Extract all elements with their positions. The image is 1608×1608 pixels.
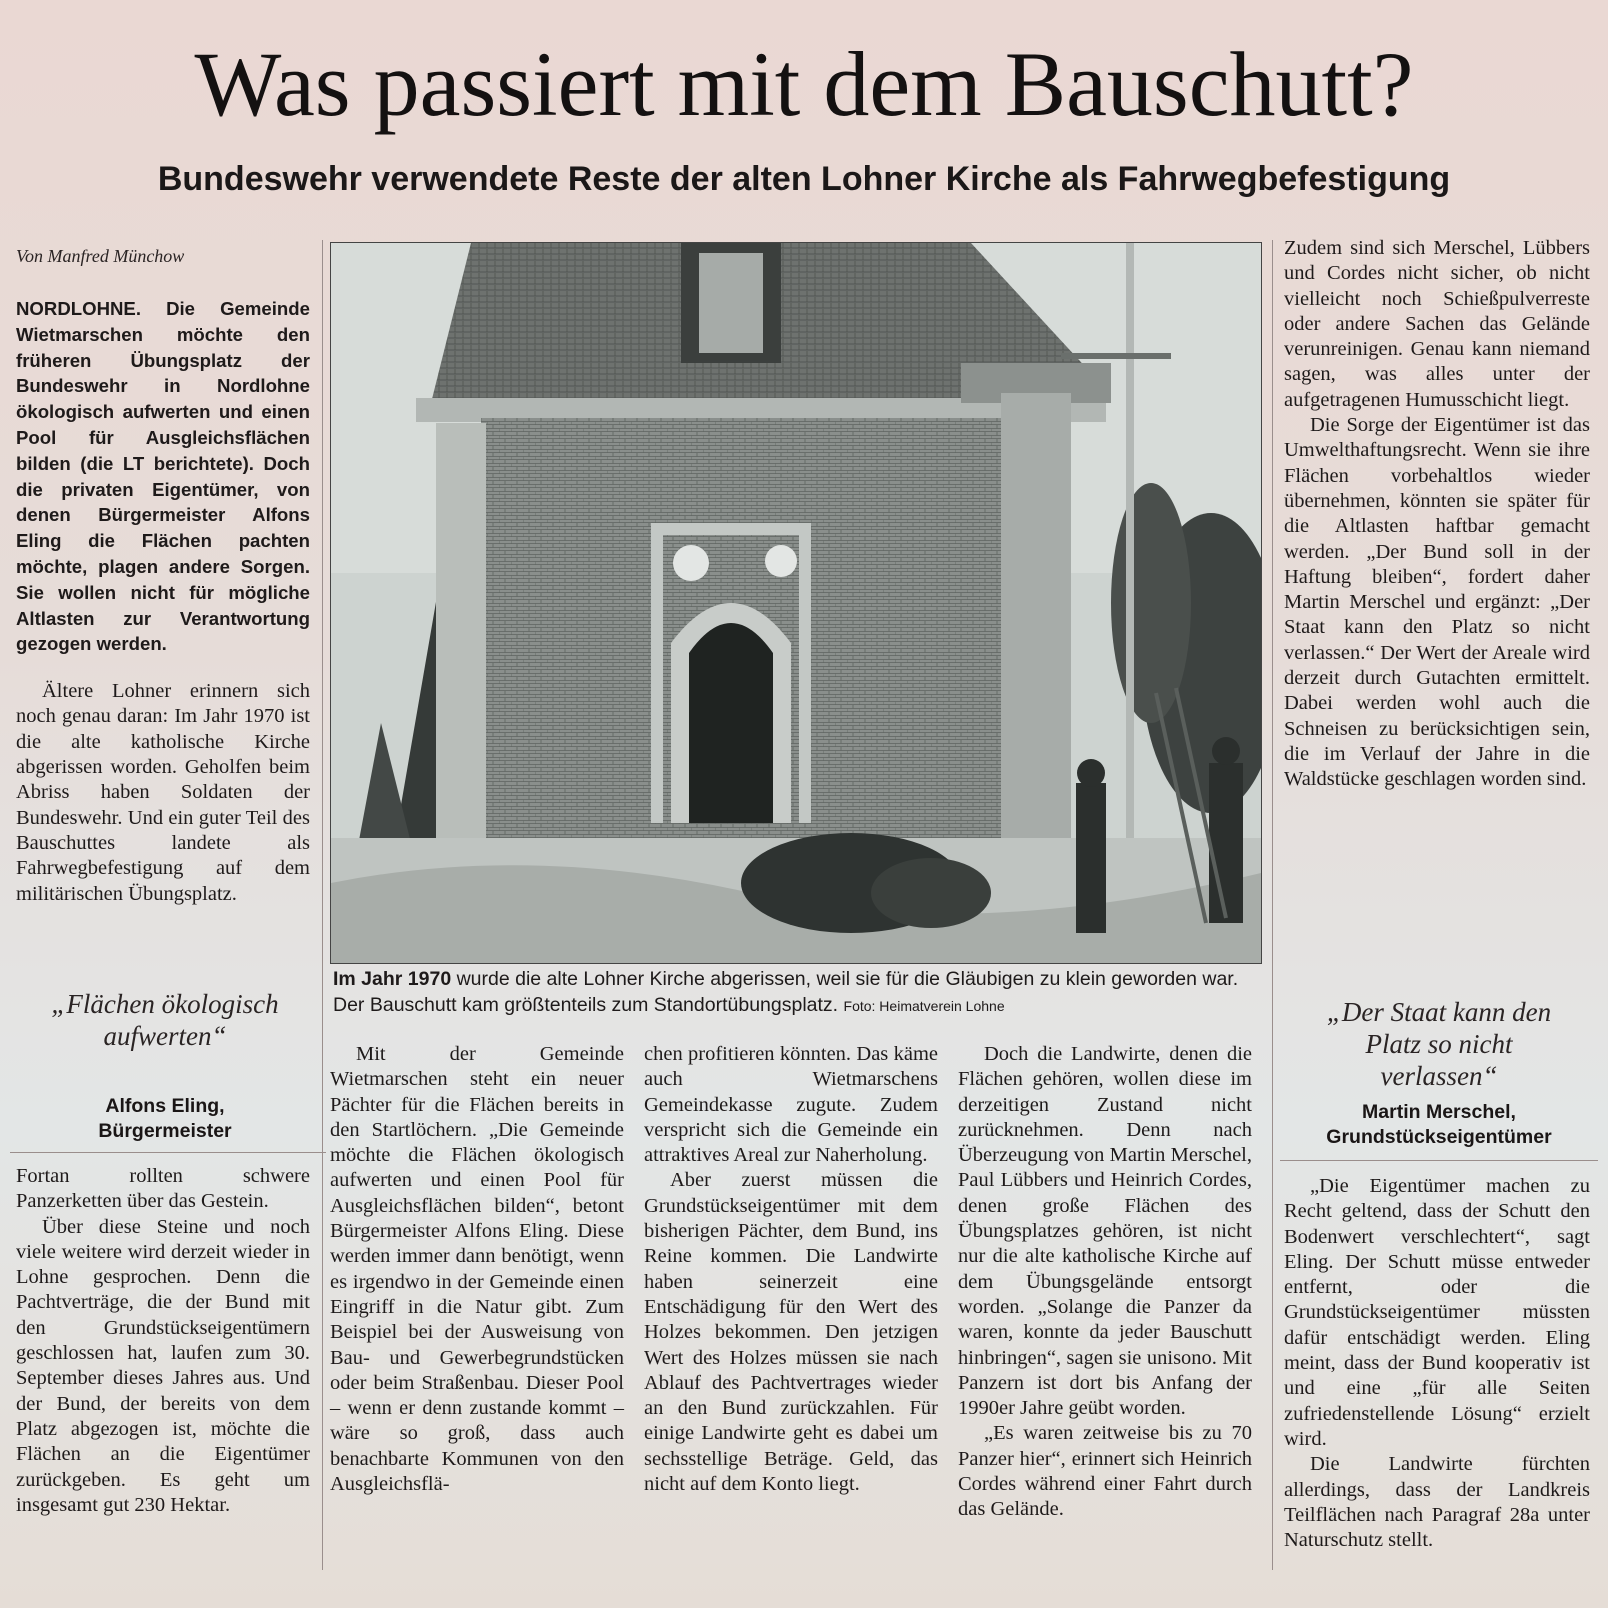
column-1-lower bbox=[16, 1164, 310, 1518]
divider bbox=[1280, 1160, 1598, 1161]
paragraph: Über diese Steine und noch viele weitere wird derzeit wieder in Lohne gesprochen. Denn die Pachtverträge, die der Bund mit den Grundstückseigentümern geschlossen hat, laufen zum 30. September dieses Jahres aus. Und der Bund, der bereits von dem Platz abgezogen ist, möchte die Flächen an die Eigentümer zurückgeben. Es geht um insgesamt gut 230 Hektar. bbox=[16, 1215, 310, 1516]
column-5 bbox=[1284, 236, 1590, 793]
paragraph: Ältere Lohner erinnern sich noch genau daran: Im Jahr 1970 ist die alte katholische Kirche abgerissen worden. Geholfen beim Abriss haben Soldaten der Bundeswehr. Und ein guter Teil des Bauschuttes landete als Fahrwegbefestigung auf dem militärischen Übungsplatz. bbox=[16, 680, 310, 905]
paragraph: Die Landwirte fürchten allerdings, dass der Landkreis Teilflächen nach Paragraf 28a unter Naturschutz stellt. bbox=[1284, 1453, 1590, 1552]
divider bbox=[10, 1152, 326, 1153]
column-3 bbox=[644, 1042, 938, 1497]
byline: Von Manfred Münchow bbox=[16, 246, 185, 266]
paragraph: Die Sorge der Eigentümer ist das Umwelthaftungsrecht. Wenn sie ihre Flächen vorbehaltlos wieder übernehmen, könnten sie später für die Altlasten haftbar gemacht werden. „Der Bund soll in der Haftung bleiben“, fordert daher Martin Merschel und ergänzt: „Der Staat kann den Platz so nicht verlassen.“ Der Wert der Areale wird derzeit durch Gutachten ermittelt. Dabei werden wohl auch die Schneisen zu berücksichtigen sein, die im Verlauf der Jahre in die Waldstücke geschlagen worden sind. bbox=[1284, 414, 1590, 791]
quote-role: Grundstückseigentümer bbox=[1326, 1126, 1552, 1148]
pull-quote-1-attribution bbox=[40, 1094, 290, 1144]
quote-role: Bürgermeister bbox=[98, 1120, 232, 1142]
paragraph: Doch die Landwirte, denen die Flächen gehören, wollen diese im derzeitigen Zustand nicht zurücknehmen. Denn nach Überzeugung von Martin Merschel, Paul Lübbers und Heinrich Cordes, denen große Flächen des Übungsplatzes gehören, ist nicht nur die alte katholische Kirche auf dem Übungsgelände entsorgt worden. „Solange die Panzer da waren, konnte da jeder Bauschutt hinbringen“, sagen sie unisono. Mit Panzern ist dort bis Anfang der 1990er Jahre geübt worden. bbox=[958, 1043, 1252, 1420]
church-demolition-photo bbox=[330, 242, 1262, 964]
paragraph: Mit der Gemeinde Wietmarschen steht ein neuer Pächter für die Flächen bereits in den Startlöchern. „Die Gemeinde möchte die Flächen ökologisch aufwerten und einen Pool für Ausgleichsflächen bilden“, betont Bürgermeister Alfons Eling. Diese werden immer dann benötigt, wenn es irgendwo in der Gemeinde einen Eingriff in die Natur gibt. Zum Beispiel bei der Ausweisung von Bau- und Gewerbegrundstücken oder beim Straßenbau. Dieser Pool – wenn er denn zustande kommt – wäre so groß, dass auch benachbarte Kommunen von den Ausgleichsflä- bbox=[330, 1043, 624, 1496]
column-4 bbox=[958, 1042, 1252, 1523]
paragraph: Zudem sind sich Merschel, Lübbers und Cordes nicht sicher, ob nicht vielleicht noch Schießpulverreste oder andere Sachen das Gelände verunreinigen. Genau kann niemand sagen, was alles unter der aufgetragenen Humusschicht liegt. bbox=[1284, 237, 1590, 411]
caption-lead: Im Jahr 1970 bbox=[333, 968, 452, 990]
photo-caption bbox=[333, 966, 1263, 1019]
photo-credit: Foto: Heimatverein Lohne bbox=[843, 998, 1005, 1014]
caption-text: wurde die alte Lohner Kirche abgerissen, weil sie für die Gläubigen zu klein geworden war. Der Bauschutt kam größtenteils zum Standortübungsplatz. bbox=[333, 968, 1239, 1016]
column-rule bbox=[322, 240, 323, 1570]
pull-quote-1: „Flächen ökologisch aufwerten“ bbox=[51, 989, 279, 1051]
paragraph: chen profitieren könnten. Das käme auch Wietmarschens Gemeindekasse zugute. Zudem verspricht sich die Gemeinde ein attraktives Areal zur Naherholung. bbox=[644, 1043, 938, 1167]
quote-name: Alfons Eling, bbox=[105, 1095, 225, 1117]
headline: Was passiert mit dem Bauschutt? bbox=[194, 33, 1414, 135]
paragraph: Aber zuerst müssen die Grundstückseigentümer mit dem bisherigen Pächter, dem Bund, ins Reine kommen. Die Landwirte haben seinerzeit eine Entschädigung für den Wert des Holzes bekommen. Den jetzigen Wert des Holzes müssen sie nach Ablauf des Pachtvertrages wieder an den Bund zurückzahlen. Für einige Landwirte geht es dabei um sechsstellige Beträge. Geld, das nicht auf dem Konto liegt. bbox=[644, 1169, 938, 1496]
paragraph: „Es waren zeitweise bis zu 70 Panzer hier“, erinnert sich Heinrich Cordes während einer Fahrt durch das Gelände. bbox=[958, 1422, 1252, 1521]
pull-quote-2-attribution bbox=[1284, 1100, 1594, 1150]
quote-name: Martin Merschel, bbox=[1362, 1101, 1516, 1123]
subheadline: Bundeswehr verwendete Reste der alten Lohner Kirche als Fahrwegbefestigung bbox=[157, 160, 1451, 198]
paragraph: Fortan rollten schwere Panzerketten über das Gestein. bbox=[16, 1165, 310, 1213]
lead-paragraph: NORDLOHNE. Die Gemeinde Wietmarschen möchte den früheren Übungsplatz der Bundeswehr in Nordlohne ökologisch aufwerten und einen Pool für Ausgleichsflächen bilden (die LT berichtete). Doch die privaten Eigentümer, von denen Bürgermeister Alfons Eling die Flächen pachten möchte, plagen andere Sorgen. Sie wollen nicht für mögliche Altlasten zur Verantwortung gezogen werden. bbox=[16, 298, 310, 655]
photo-image bbox=[331, 243, 1261, 963]
column-rule bbox=[1272, 240, 1273, 1570]
column-2 bbox=[330, 1042, 624, 1497]
column-1 bbox=[16, 296, 310, 907]
column-5-lower bbox=[1284, 1174, 1590, 1553]
paragraph: „Die Eigentümer machen zu Recht geltend, dass der Schutt den Bodenwert verschlechtert“, sagt Eling. Der Schutt müsse entweder entfernt, oder die Grundstückseigentümer müssten dafür entschädigt werden. Eling meint, dass der Bund kooperativ ist und eine „für alle Seiten zufriedenstellende Lösung“ erzielt wird. bbox=[1284, 1175, 1590, 1450]
pull-quote-2: „Der Staat kann den Platz so nicht verlassen“ bbox=[1326, 997, 1552, 1091]
